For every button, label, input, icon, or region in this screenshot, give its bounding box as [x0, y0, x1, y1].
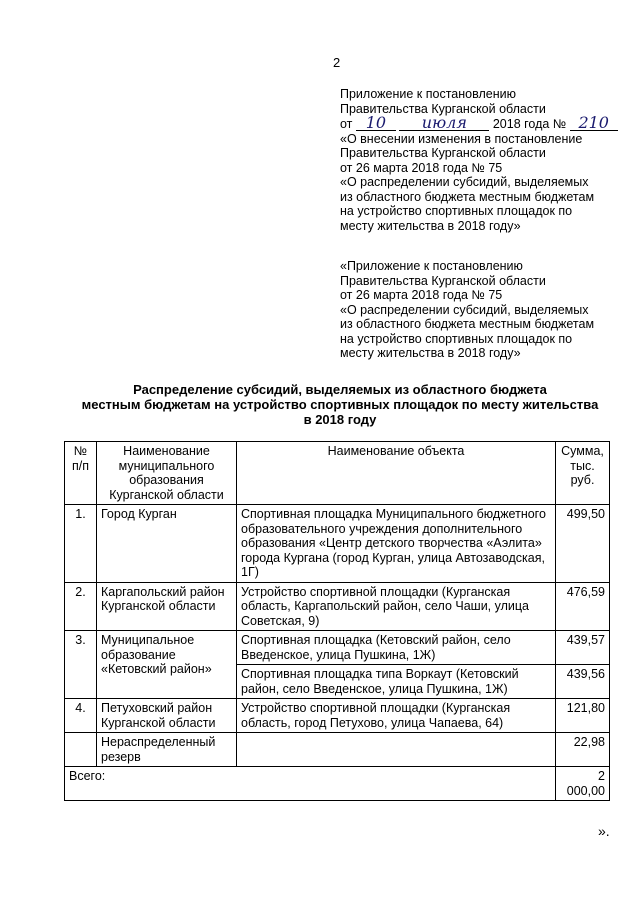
- row-object: Устройство спортивной площадки (Курганская область, Каргапольский район, село Чаши, улица Советская, 9): [237, 582, 556, 631]
- appendix-line: на устройство спортивных площадок по: [340, 204, 573, 218]
- header-num: № п/п: [65, 442, 97, 505]
- row-sum: 121,80: [556, 699, 610, 733]
- title-line: в 2018 году: [303, 412, 377, 427]
- header-sum: Сумма, тыс. руб.: [556, 442, 610, 505]
- row-municipality: Нераспределенный резерв: [97, 733, 237, 767]
- row-sum: 439,56: [556, 665, 610, 699]
- row-num: [65, 733, 97, 767]
- row-object: Устройство спортивной площадки (Курганская область, город Петухово, улица Чапаева, 64): [237, 699, 556, 733]
- row-object: Спортивная площадка (Кетовский район, село Введенское, улица Пушкина, 1Ж): [237, 631, 556, 665]
- row-sum: 22,98: [556, 733, 610, 767]
- row-object: [237, 733, 556, 767]
- header-municipality: Наименование муниципального образования Курганской области: [97, 442, 237, 505]
- appendix-line: из областного бюджета местным бюджетам: [340, 189, 595, 204]
- table-row: [65, 505, 610, 583]
- table-row: [65, 699, 610, 733]
- title-line: местным бюджетам на устройство спортивных площадок по месту жительства: [81, 397, 599, 412]
- date-year-text: 2018 года №: [492, 117, 567, 131]
- closing-quote-mark: ».: [598, 823, 610, 839]
- appendix-line: Правительства Курганской области: [340, 146, 546, 160]
- appendix-line: месту жительства в 2018 году»: [340, 218, 521, 233]
- row-municipality: Петуховский район Курганской области: [97, 699, 237, 733]
- handwritten-day: 10: [356, 116, 396, 131]
- row-sum: 439,57: [556, 631, 610, 665]
- table-row: [65, 582, 610, 631]
- table-header-row: [65, 442, 610, 505]
- row-sum: 476,59: [556, 582, 610, 631]
- appendix-header-2: [340, 259, 625, 361]
- row-municipality: Каргапольский район Курганской области: [97, 582, 237, 631]
- appendix-line: Приложение к постановлению: [340, 87, 516, 101]
- title-line: Распределение субсидий, выделяемых из областного бюджета: [133, 382, 547, 397]
- appendix-line: от 26 марта 2018 года № 75: [340, 288, 503, 302]
- row-object: Спортивная площадка Муниципального бюджетного образовательного учреждения дополнительного образования «Центр детского творчества «Аэлита» города Кургана (город Курган, улица Автозаводская, 1Г): [237, 505, 556, 583]
- row-num: 2.: [65, 582, 97, 631]
- appendix-line: «Приложение к постановлению: [340, 259, 523, 273]
- date-prefix: от: [340, 117, 353, 131]
- appendix-line: «О распределении субсидий, выделяемых: [340, 302, 589, 317]
- row-municipality: Муниципальное образование «Кетовский район»: [97, 631, 237, 699]
- table-row: [65, 631, 610, 665]
- appendix-line: месту жительства в 2018 году»: [340, 346, 521, 360]
- appendix-line: от 26 марта 2018 года № 75: [340, 160, 503, 175]
- header-object: Наименование объекта: [237, 442, 556, 505]
- table-total-row: [65, 767, 610, 801]
- total-label: Всего:: [65, 767, 556, 801]
- handwritten-number: 210: [570, 116, 618, 131]
- handwritten-month: июля: [399, 116, 489, 131]
- appendix-line: «О внесении изменения в постановление: [340, 131, 583, 146]
- appendix-line: Правительства Курганской области: [340, 101, 546, 116]
- row-municipality: Город Курган: [97, 505, 237, 583]
- row-num: 1.: [65, 505, 97, 583]
- document-title: [40, 382, 640, 427]
- row-sum: 499,50: [556, 505, 610, 583]
- subsidy-table: [64, 441, 610, 801]
- table-row: [65, 733, 610, 767]
- appendix-header-1: [340, 87, 625, 233]
- row-num: 3.: [65, 631, 97, 699]
- page-number: 2: [333, 55, 341, 70]
- appendix-line: на устройство спортивных площадок по: [340, 331, 573, 346]
- appendix-line: «О распределении субсидий, выделяемых: [340, 175, 589, 189]
- appendix-date-line: [340, 113, 625, 132]
- appendix-line: из областного бюджета местным бюджетам: [340, 317, 595, 331]
- row-object: Спортивная площадка типа Воркаут (Кетовский район, село Введенское, улица Пушкина, 1Ж): [237, 665, 556, 699]
- appendix-line: Правительства Курганской области: [340, 273, 546, 288]
- total-sum: 2 000,00: [556, 767, 610, 801]
- row-num: 4.: [65, 699, 97, 733]
